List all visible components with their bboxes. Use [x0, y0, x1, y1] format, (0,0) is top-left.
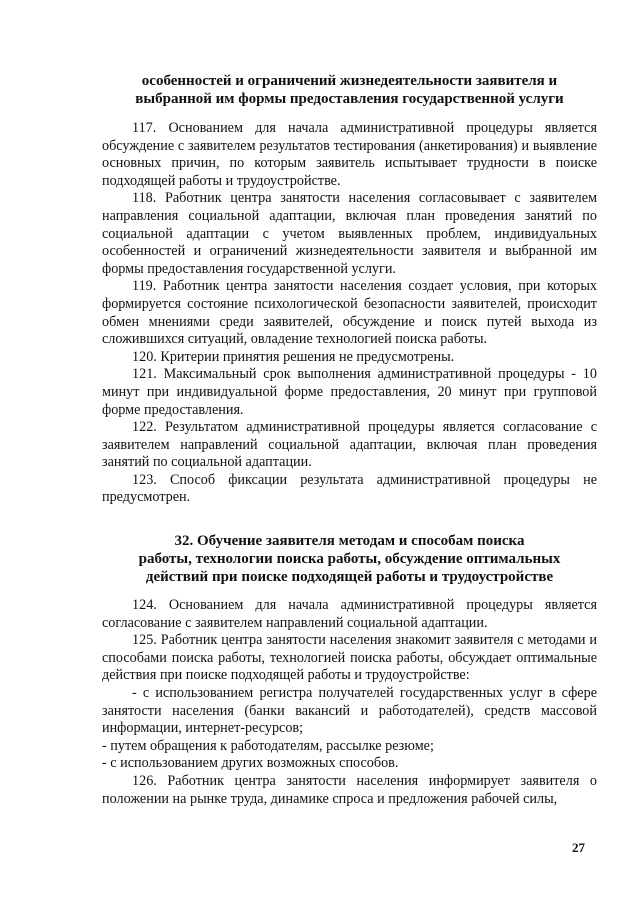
paragraph-126: 126. Работник центра занятости населения информирует заявителя о положении на рынке труда, динамике спроса и предложения рабочей силы, — [102, 772, 597, 807]
heading-line: работы, технологии поиска работы, обсуждение оптимальных — [138, 551, 561, 567]
paragraph-125: 125. Работник центра занятости населения знакомит заявителя с методами и способами поиска работы, технологией поиска работы, обсуждает оптимальные действия при поиске подходящей работы и трудоустройстве: — [102, 632, 597, 684]
paragraph-120: 120. Критерии принятия решения не предусмотрены. — [132, 348, 455, 365]
paragraph-122: 122. Результатом административной процедуры является согласование с заявителем направлений социальной адаптации, включая план проведения занятий по социальной адаптации. — [102, 419, 597, 471]
paragraph-118: 118. Работник центра занятости населения согласовывает с заявителем направления социальной адаптации, включая план проведения занятий по социальной адаптации с учетом выявленных проблем, индивидуальных особенностей и ограничений жизнедеятельности заявителя и выбранной им формы предоставления государственной услуги. — [102, 190, 597, 277]
heading-line: действий при поиске подходящей работы и трудоустройстве — [145, 569, 554, 585]
paragraph-119: 119. Работник центра занятости населения создает условия, при которых формируется состояние психологической безопасности заявителей, происходит обмен мнениями среди заявителей, обсуждение и поиск путей выхода из сложившихся ситуаций, овладение технологией поиска работы. — [102, 278, 597, 348]
bullet-item: - с использованием регистра получателей государственных услуг в сфере занятости населения (банки вакансий и работодателей), средств массовой информации, интернет-ресурсов; — [102, 684, 597, 737]
bullet-item: - с использованием других возможных способов. — [102, 755, 399, 772]
paragraph-117: 117. Основанием для начала административной процедуры является обсуждение с заявителем результатов тестирования (анкетирования) и выявление основных причин, по которым заявитель испытывает трудности в поиске подходящей работы и трудоустройстве. — [102, 120, 597, 189]
section-heading-continued — [102, 72, 597, 108]
paragraph-121: 121. Максимальный срок выполнения административной процедуры - 10 минут при индивидуальной форме предоставления, 20 минут при групповой форме предоставления. — [102, 366, 597, 418]
heading-line: особенностей и ограничений жизнедеятельности заявителя и — [141, 73, 558, 89]
heading-line: выбранной им формы предоставления государственной услуги — [135, 91, 564, 107]
paragraph-123: 123. Способ фиксации результата административной процедуры не предусмотрен. — [102, 471, 597, 506]
paragraph-block-2 — [102, 597, 597, 808]
section-32-heading — [102, 532, 597, 586]
heading-line: 32. Обучение заявителя методам и способам поиска — [174, 533, 525, 549]
paragraph-124: 124. Основанием для начала административной процедуры является согласование с заявителем направлений социальной адаптации. — [102, 597, 597, 631]
page-number: 27 — [572, 840, 585, 855]
bullet-item: - путем обращения к работодателям, рассылке резюме; — [102, 737, 434, 754]
paragraph-block-1 — [102, 120, 597, 507]
